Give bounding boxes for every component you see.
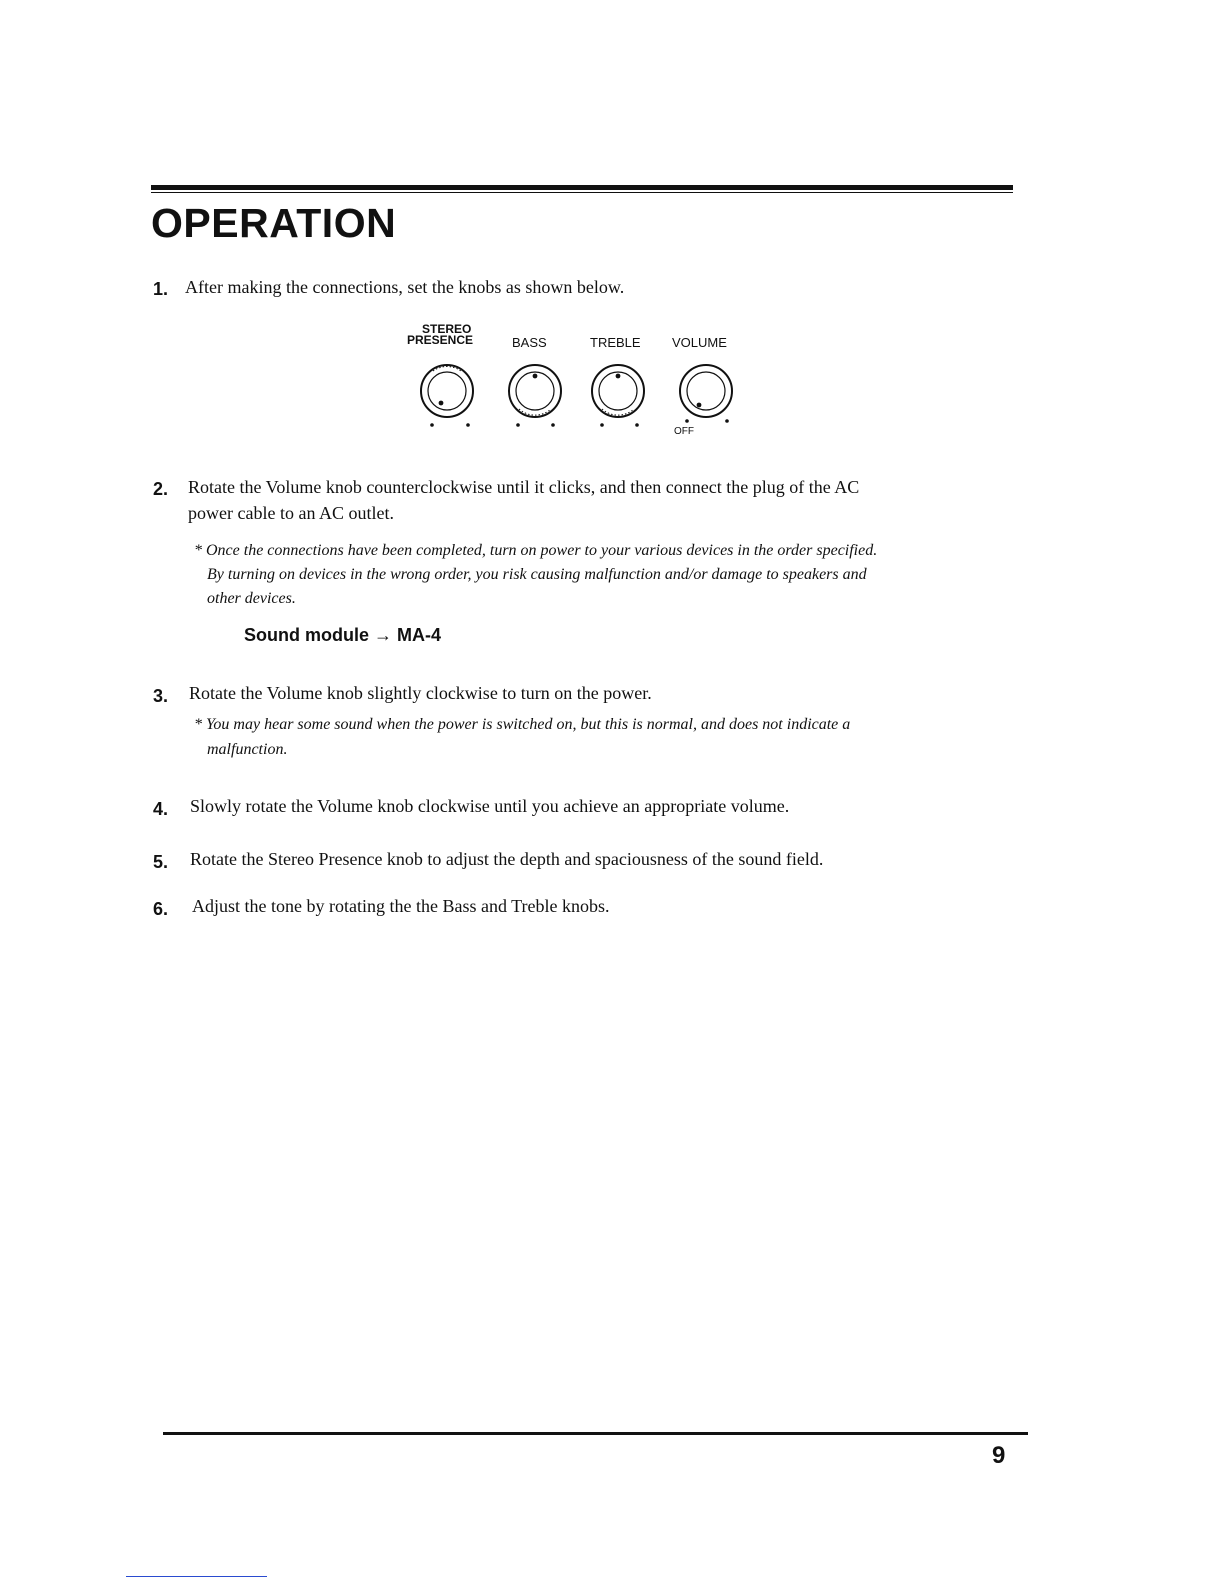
note-2-line2: malfunction. [207, 741, 288, 758]
knob-volume [680, 365, 732, 423]
knob-bass [509, 365, 561, 427]
step-6-number: 6. [153, 899, 169, 919]
step-2-number: 2. [153, 479, 169, 499]
knob-stereo-presence [421, 365, 473, 427]
knob-label-stereo: STEREO [422, 322, 472, 336]
knob-diagram [400, 320, 760, 445]
page-title: OPERATION [151, 200, 397, 246]
knob-label-bass: BASS [512, 335, 547, 350]
knob-label-presence: PRESENCE [407, 333, 474, 347]
note-1-line3: other devices. [207, 590, 296, 607]
footer-rule [163, 1432, 1028, 1435]
header-rule-thin [151, 192, 1013, 193]
step-5-number: 5. [153, 852, 169, 872]
knob-treble [592, 365, 644, 427]
step-3-text: Rotate the Volume knob slightly clockwise to turn on the power. [189, 683, 652, 703]
step-1-text: After making the connections, set the knobs as shown below. [185, 277, 625, 297]
step-5-text: Rotate the Stereo Presence knob to adjust the depth and spaciousness of the sound field. [190, 849, 824, 869]
step-4-number: 4. [153, 799, 169, 819]
note-1-line1: * Once the connections have been completed, turn on power to your various devices in the order specified. [194, 542, 878, 559]
step-3-number: 3. [153, 686, 169, 706]
bottom-edge-line [126, 1576, 267, 1577]
header-rule [151, 185, 1013, 190]
note-2-line1: * You may hear some sound when the power is switched on, but this is normal, and does not indicate a [194, 716, 851, 733]
page-number: 9 [992, 1442, 1006, 1469]
step-4-text: Slowly rotate the Volume knob clockwise until you achieve an appropriate volume. [190, 796, 790, 816]
step-1-number: 1. [153, 279, 169, 299]
knob-label-volume: VOLUME [672, 335, 727, 350]
knob-label-treble: TREBLE [590, 335, 641, 350]
step-6-text: Adjust the tone by rotating the the Bass and Treble knobs. [192, 896, 610, 916]
step-2-line2: power cable to an AC outlet. [188, 503, 394, 523]
power-order: Sound module → MA-4 [244, 625, 441, 645]
knob-off-label: OFF [674, 426, 694, 437]
knob-graphics [400, 358, 760, 430]
note-1-line2: By turning on devices in the wrong order, you risk causing malfunction and/or damage to speakers and [207, 566, 867, 583]
step-2-line1: Rotate the Volume knob counterclockwise until it clicks, and then connect the plug of the AC [188, 477, 860, 497]
